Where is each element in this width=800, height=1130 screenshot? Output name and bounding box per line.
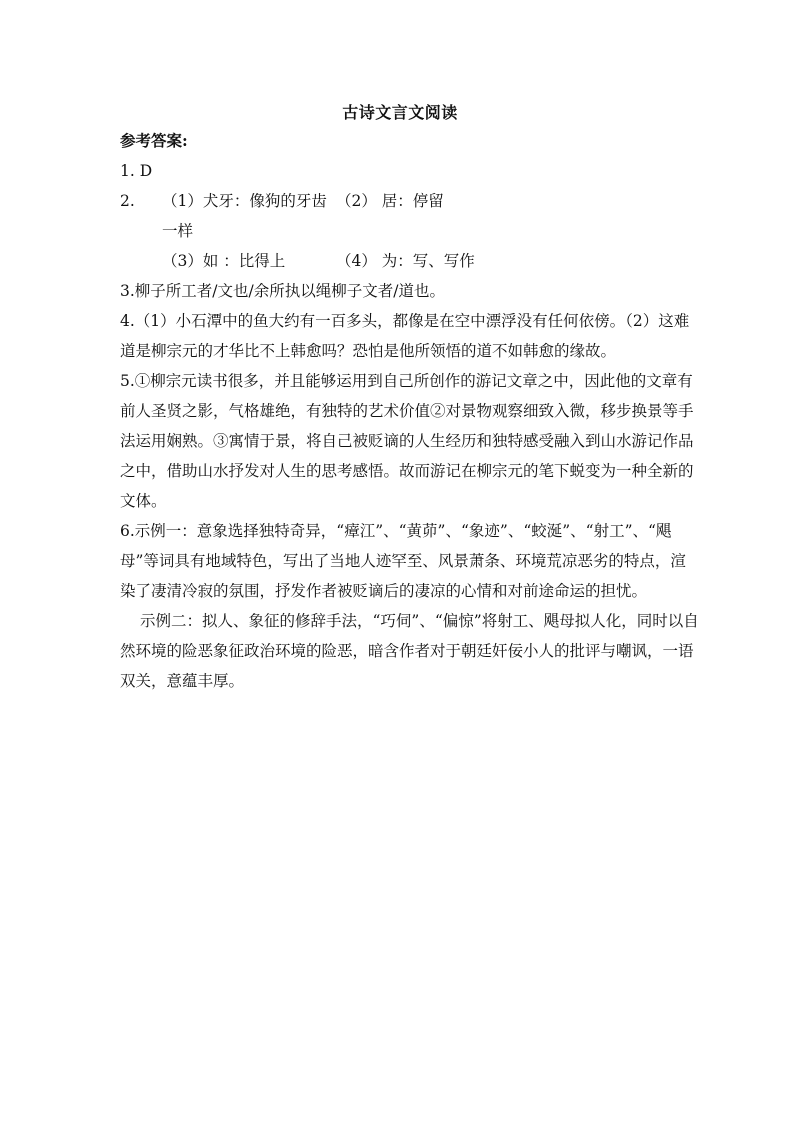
answer-content bbox=[120, 126, 700, 696]
answer-2-row-1 bbox=[120, 186, 700, 246]
answer-2-item-1: （1）犬牙：像狗的牙齿一样 bbox=[162, 192, 327, 240]
answer-2-item-2: （2） 居：停留 bbox=[336, 192, 444, 210]
answer-6-example-1: 6.示例一：意象选择独特奇异，“瘴江”、“黄茆”、“象迹”、“蛟涎”、“射工”、“飓母”等词具有地域特色，写出了当地人迹罕至、风景萧条、环境荒凉恶劣的特点，渲染了凄清冷寂的氛围，抒发作者被贬谪后的凄凉的心情和对前途命运的担忧。 bbox=[120, 522, 686, 600]
answer-2-row-2 bbox=[120, 246, 700, 276]
answer-2-number: 2. bbox=[120, 192, 135, 210]
answer-3: 3.柳子所工者/文也/余所执以绳柳子文者/道也。 bbox=[120, 282, 445, 300]
answer-heading: 参考答案: bbox=[120, 131, 188, 150]
answer-2-gap bbox=[328, 246, 336, 276]
answer-4: 4.（1）小石潭中的鱼大约有一百多头，都像是在空中漂浮没有任何依傍。（2）这难道是柳宗元的才华比不上韩愈吗？恐怕是他所领悟的道不如韩愈的缘故。 bbox=[120, 312, 690, 360]
answer-5: 5.①柳宗元读书很多，并且能够运用到自己所创作的游记文章之中，因此他的文章有前人圣贤之影，气格雄绝，有独特的艺术价值②对景物观察细致入微，移步换景等手法运用娴熟。③寓情于景，将自己被贬谪的人生经历和独特感受融入到山水游记作品之中，借助山水抒发对人生的思考感悟。故而游记在柳宗元的笔下蜕变为一种全新的文体。 bbox=[120, 372, 694, 510]
answer-2-item-3: （3）如 ：比得上 bbox=[162, 252, 286, 270]
answer-2-gap bbox=[328, 186, 336, 246]
answer-6-example-2: 示例二：拟人、象征的修辞手法，“巧伺”、“偏惊”将射工、飓母拟人化，同时以自然环境的险恶象征政治环境的险恶，暗含作者对于朝廷奸佞小人的批评与嘲讽，一语双关，意蕴丰厚。 bbox=[120, 612, 699, 690]
answer-1: 1. D bbox=[120, 162, 153, 180]
document-title: 古诗文言文阅读 bbox=[342, 103, 458, 122]
answer-2-item-4: （4） 为：写、写作 bbox=[336, 252, 475, 270]
